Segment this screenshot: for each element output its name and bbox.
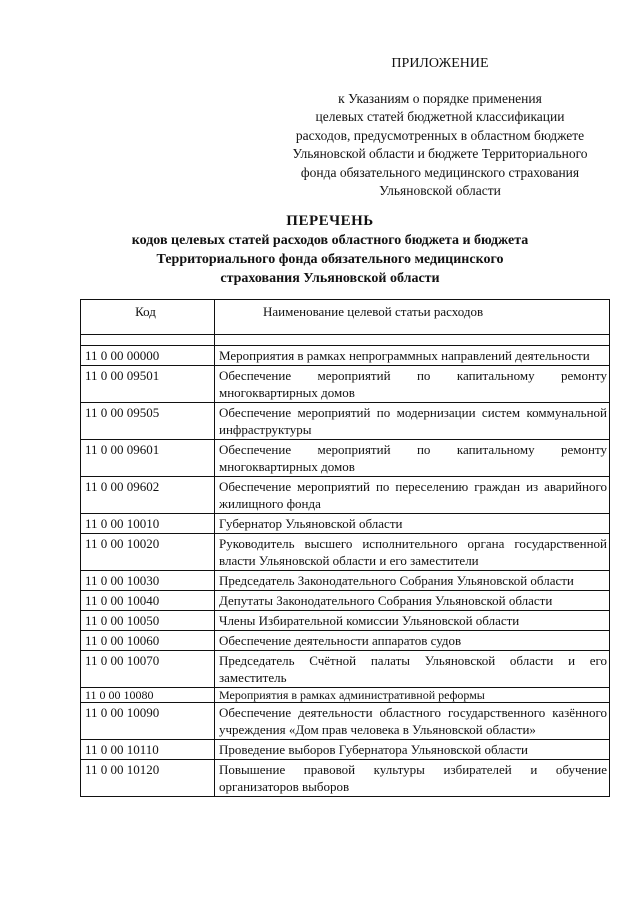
appendix-line: Ульяновской области bbox=[379, 183, 501, 198]
table-row bbox=[81, 591, 610, 611]
row-name: Мероприятия в рамках административной реформы bbox=[215, 688, 610, 703]
row-name: Мероприятия в рамках непрограммных направлений деятельности bbox=[215, 346, 610, 366]
appendix-line: к Указаниям о порядке применения bbox=[338, 90, 542, 106]
row-name: Обеспечение деятельности аппаратов судов bbox=[215, 631, 610, 651]
row-code: 11 0 00 09505 bbox=[81, 403, 215, 440]
row-name: Проведение выборов Губернатора Ульяновской области bbox=[215, 740, 610, 760]
document-subtitle-line: Территориального фонда обязательного медицинского bbox=[156, 252, 504, 267]
row-code: 11 0 00 10080 bbox=[81, 688, 215, 703]
row-code: 11 0 00 10030 bbox=[81, 571, 215, 591]
row-code: 11 0 00 10010 bbox=[81, 514, 215, 534]
column-header-code: Код bbox=[81, 300, 215, 335]
document-title: ПЕРЕЧЕНЬ bbox=[286, 213, 374, 229]
table-row bbox=[81, 477, 610, 514]
row-name: Члены Избирательной комиссии Ульяновской области bbox=[215, 611, 610, 631]
row-name: Руководитель высшего исполнительного органа государственной власти Ульяновской области и его заместители bbox=[215, 534, 610, 571]
table-row bbox=[81, 631, 610, 651]
table-row bbox=[81, 514, 610, 534]
table-row bbox=[81, 688, 610, 703]
row-code: 11 0 00 09601 bbox=[81, 440, 215, 477]
row-name: Депутаты Законодательного Собрания Ульяновской области bbox=[215, 591, 610, 611]
appendix-line: целевых статей бюджетной классификации bbox=[315, 109, 565, 124]
row-name: Обеспечение мероприятий по модернизации систем коммунальной инфраструктуры bbox=[215, 403, 610, 440]
row-name: Председатель Счётной палаты Ульяновской области и его заместитель bbox=[215, 651, 610, 688]
table-row bbox=[81, 703, 610, 740]
row-name: Обеспечение деятельности областного государственного казённого учреждения «Дом прав человека в Ульяновской области» bbox=[215, 703, 610, 740]
table-row bbox=[81, 611, 610, 631]
appendix-line: расходов, предусмотренных в областном бюджете bbox=[295, 127, 585, 143]
table-header-row bbox=[81, 300, 610, 335]
table-row bbox=[81, 760, 610, 797]
table-row bbox=[81, 534, 610, 571]
table-row bbox=[81, 440, 610, 477]
row-name: Обеспечение мероприятий по переселению граждан из аварийного жилищного фонда bbox=[215, 477, 610, 514]
document-subtitle-line: кодов целевых статей расходов областного бюджета и бюджета bbox=[131, 233, 529, 248]
codes-table bbox=[80, 299, 610, 797]
row-name: Обеспечение мероприятий по капитальному ремонту многоквартирных домов bbox=[215, 440, 610, 477]
row-code: 11 0 00 10120 bbox=[81, 760, 215, 797]
row-code: 11 0 00 00000 bbox=[81, 346, 215, 366]
row-code: 11 0 00 10040 bbox=[81, 591, 215, 611]
table-row bbox=[81, 571, 610, 591]
table-row bbox=[81, 346, 610, 366]
row-name: Повышение правовой культуры избирателей и обучение организаторов выборов bbox=[215, 760, 610, 797]
row-name: Обеспечение мероприятий по капитальному ремонту многоквартирных домов bbox=[215, 366, 610, 403]
row-code: 11 0 00 10110 bbox=[81, 740, 215, 760]
table-spacer bbox=[81, 335, 610, 346]
row-code: 11 0 00 10050 bbox=[81, 611, 215, 631]
table-row bbox=[81, 740, 610, 760]
row-name: Губернатор Ульяновской области bbox=[215, 514, 610, 534]
row-code: 11 0 00 09602 bbox=[81, 477, 215, 514]
appendix-title: ПРИЛОЖЕНИЕ bbox=[391, 56, 489, 71]
appendix-header bbox=[255, 55, 625, 201]
row-code: 11 0 00 10060 bbox=[81, 631, 215, 651]
table-row bbox=[81, 403, 610, 440]
appendix-line: Ульяновской области и бюджете Территориального bbox=[292, 146, 588, 161]
row-code: 11 0 00 10090 bbox=[81, 703, 215, 740]
column-header-name: Наименование целевой статьи расходов bbox=[215, 300, 610, 335]
table-row bbox=[81, 366, 610, 403]
row-code: 11 0 00 10020 bbox=[81, 534, 215, 571]
row-code: 11 0 00 09501 bbox=[81, 366, 215, 403]
document-heading bbox=[100, 212, 560, 288]
appendix-line: фонда обязательного медицинского страхования bbox=[300, 164, 580, 180]
table-row bbox=[81, 651, 610, 688]
document-subtitle-line: страхования Ульяновской области bbox=[220, 271, 440, 286]
row-code: 11 0 00 10070 bbox=[81, 651, 215, 688]
row-name: Председатель Законодательного Собрания Ульяновской области bbox=[215, 571, 610, 591]
